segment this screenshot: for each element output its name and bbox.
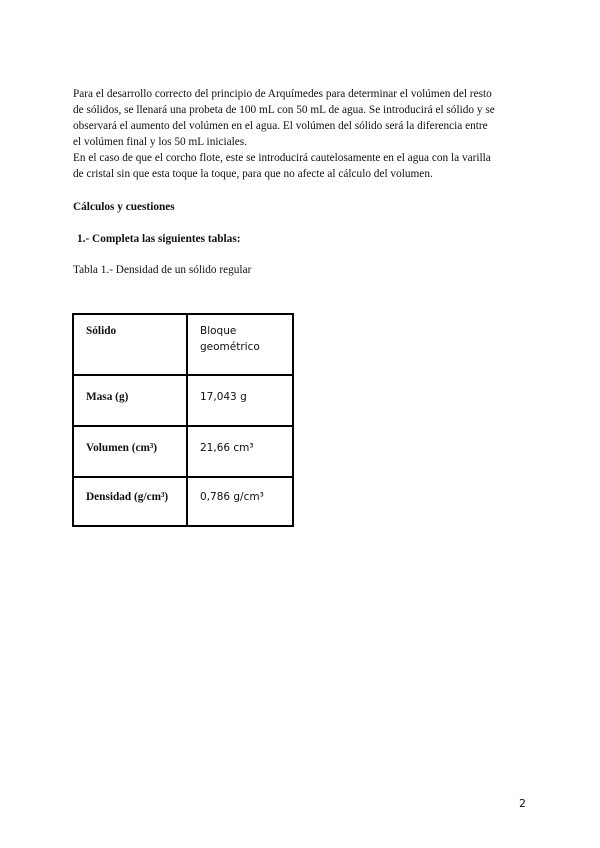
table-row (73, 477, 293, 526)
table-cell-label: Sólido (73, 314, 187, 375)
intro-line: de cristal sin que esta toque la toque, para que no afecte al cálculo del volumen. (73, 168, 433, 180)
table-cell-label: Masa (g) (73, 375, 187, 426)
intro-line: En el caso de que el corcho flote, este se introducirá cautelosamente en el agua con la varilla (73, 152, 491, 164)
table-row (73, 314, 293, 375)
table-cell-value: 21,66 cm³ (187, 426, 293, 477)
page-number: 2 (519, 797, 526, 810)
table-caption: Tabla 1.- Densidad de un sólido regular (73, 264, 252, 276)
table-cell-value: 0,786 g/cm³ (187, 477, 293, 526)
intro-line: Para el desarrollo correcto del principio de Arquímedes para determinar el volúmen del resto (73, 88, 492, 100)
intro-paragraph (73, 86, 528, 182)
question-heading: 1.- Completa las siguientes tablas: (77, 233, 241, 245)
table-cell-value: Bloque geométrico (187, 314, 293, 375)
density-table (72, 313, 294, 527)
table-cell-value: 17,043 g (187, 375, 293, 426)
table-row (73, 426, 293, 477)
intro-line: el volúmen final y los 50 mL iniciales. (73, 136, 248, 148)
intro-line: de sólidos, se llenará una probeta de 100 mL con 50 mL de agua. Se introducirá el sólido y se (73, 104, 495, 116)
section-title: Cálculos y cuestiones (73, 201, 175, 213)
table-row (73, 375, 293, 426)
table-cell-label: Densidad (g/cm³) (73, 477, 187, 526)
table-cell-label: Volumen (cm³) (73, 426, 187, 477)
intro-line: observará el aumento del volúmen en el agua. El volúmen del sólido será la diferencia entre (73, 120, 488, 132)
